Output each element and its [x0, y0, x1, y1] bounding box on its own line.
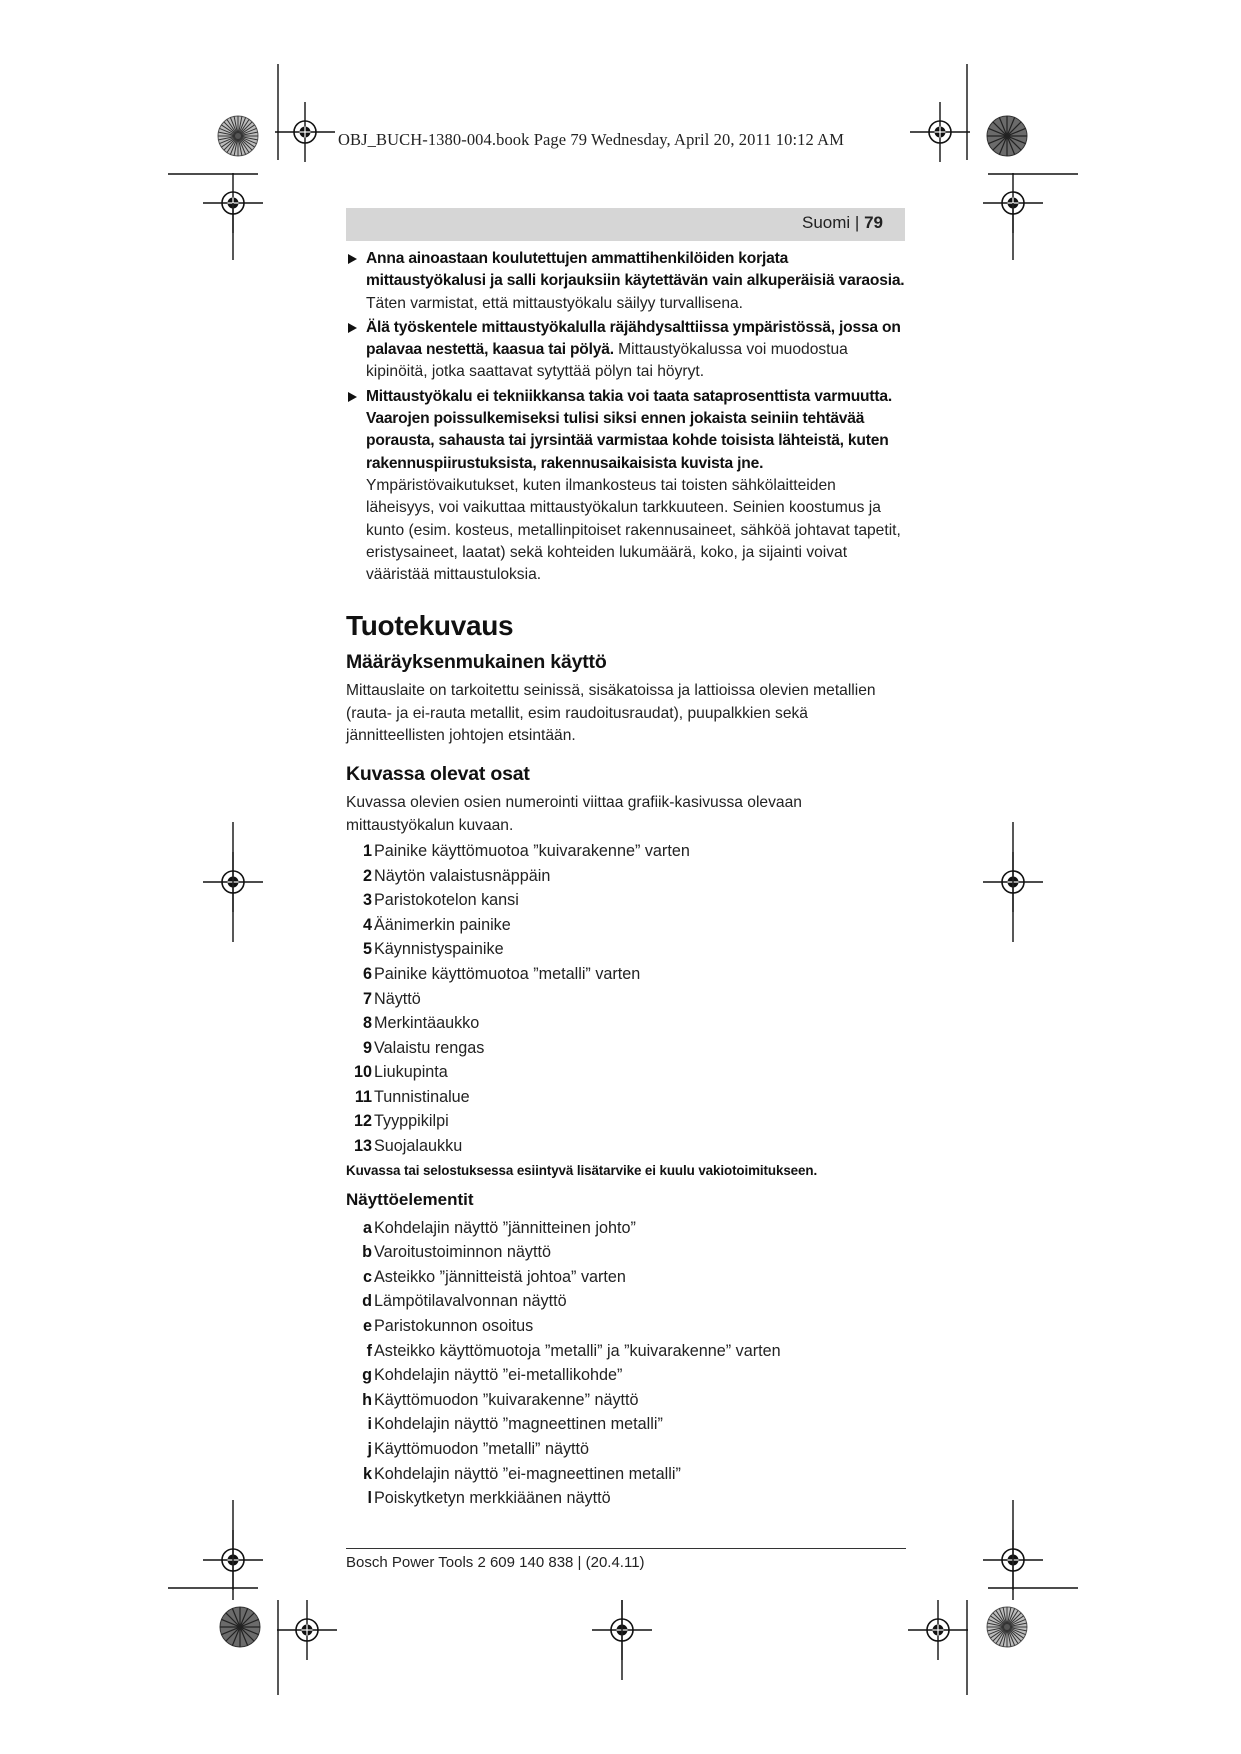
list-item: c Asteikko ”jännitteistä johtoa” varten [362, 1267, 626, 1286]
language-label: Suomi [802, 213, 851, 232]
page-header-band [346, 208, 905, 241]
list-item: h Käyttömuodon ”kuivarakenne” näyttö [362, 1390, 639, 1409]
print-header: OBJ_BUCH-1380-004.book Page 79 Wednesday, April 20, 2011 10:12 AM [338, 130, 844, 149]
footer-divider [346, 1548, 906, 1549]
safety-item [346, 248, 906, 315]
triangle-bullet-icon [348, 323, 357, 333]
list-item: 3 Paristokotelon kansi [362, 891, 519, 910]
list-item: l Poiskytketyn merkkiäänen näyttö [367, 1489, 611, 1508]
components-heading: Kuvassa olevat osat [346, 763, 530, 786]
list-item: a Kohdelajin näyttö ”jännitteinen johto” [362, 1218, 636, 1237]
intended-use-text: Mittauslaite on tarkoitettu seinissä, sisäkatoissa ja lattioissa olevien metallien (rauta- ja ei-rauta metallit, esim raudoitusraudat), puupalkkien sekä jännitteellisten johtojen etsintään. [346, 682, 876, 745]
list-item: 10 Liukupinta [353, 1063, 448, 1082]
components-intro: Kuvassa olevien osien numerointi viittaa grafiik-kasivussa olevaan mittaustyökalun kuvaan. [346, 794, 802, 834]
page-header-label [802, 213, 883, 233]
list-item: g Kohdelajin näyttö ”ei-metallikohde” [362, 1366, 623, 1385]
safety-text: Ympäristövaikutukset, kuten ilmankosteus tai toisten sähkölaitteiden läheisyys, voi vaikuttaa mittaustyökalun tarkkuuteen. Seinien koostumus ja kunto (esim. kosteus, metallinpitoiset rakennusaineet, sähköä johtavat tapetit, eristysaineet, laatat) sekä kohteiden lukumäärä, koko, ja sijainti voivat vääristää mittaustuloksia. [366, 476, 901, 584]
safety-bold: Anna ainoastaan koulutettujen ammattihenkilöiden korjata mittaustyökalusi ja salli korjauksiin käytettävän vain alkuperäisiä varaosia. [366, 250, 905, 290]
triangle-bullet-icon [348, 254, 357, 264]
safety-item [346, 317, 906, 384]
display-heading: Näyttöelementit [346, 1189, 474, 1209]
list-item: 8 Merkintäaukko [362, 1014, 480, 1033]
list-item: 5 Käynnistyspainike [362, 940, 504, 959]
safety-bold: Älä työskentele mittaustyökalulla räjähdysalttiissa ympäristössä, jossa on palavaa nestettä, kaasua tai pölyä. [366, 318, 901, 359]
list-item: 6 Painike käyttömuotoa ”metalli” varten [362, 964, 641, 983]
list-item: i Kohdelajin näyttö ”magneettinen metalli” [367, 1415, 663, 1434]
safety-bold: Mittaustyökalu ei tekniikkansa takia voi taata sataprosenttista varmuutta. Vaarojen poissulkemiseksi tulisi siksi ennen jokaista seiniin tehtävää porausta, sahausta tai jyrsintää varmistaa kohde toisista lähteistä, kuten rakennuspiirustuksista, rakennusaikaisista kuvista jne. [366, 387, 892, 472]
list-item: k Kohdelajin näyttö ”ei-magneettinen metalli” [362, 1464, 681, 1483]
section-title: Tuotekuvaus [346, 610, 514, 642]
intended-use-heading: Määräyksenmukainen käyttö [346, 651, 607, 674]
list-item: 9 Valaistu rengas [362, 1038, 485, 1057]
components-list [346, 839, 906, 1159]
safety-text: Mittaustyökalussa voi muodostua kipinöitä, jotka saattavat sytyttää pölyn tai höyryt. [366, 341, 848, 381]
header-separator: | [854, 213, 860, 232]
page-footer: Bosch Power Tools 2 609 140 838 | (20.4.11) [346, 1554, 645, 1571]
list-item: 7 Näyttö [362, 989, 421, 1008]
list-item: j Käyttömuodon ”metalli” näyttö [367, 1440, 590, 1458]
safety-text: Täten varmistat, että mittaustyökalu säilyy turvallisena. [366, 294, 743, 312]
list-item: 1 Painike käyttömuotoa ”kuivarakenne” varten [362, 841, 690, 860]
list-item: 4 Äänimerkin painike [362, 915, 511, 934]
list-item: 13 Suojalaukku [353, 1137, 463, 1156]
list-item: d Lämpötilavalvonnan näyttö [362, 1292, 567, 1311]
list-item: b Varoitustoiminnon näyttö [362, 1243, 551, 1262]
display-list [346, 1216, 906, 1511]
page-number: 79 [864, 213, 883, 232]
safety-item [346, 386, 906, 587]
list-item: f Asteikko käyttömuotoja ”metalli” ja ”kuivarakenne” varten [366, 1341, 781, 1360]
main-content [346, 248, 906, 1511]
list-item: 11 Tunnistinalue [354, 1087, 470, 1106]
triangle-bullet-icon [348, 392, 357, 402]
list-item: e Paristokunnon osoitus [362, 1317, 534, 1336]
accessory-note: Kuvassa tai selostuksessa esiintyvä lisätarvike ei kuulu vakiotoimitukseen. [346, 1162, 818, 1178]
list-item: 12 Tyyppikilpi [353, 1112, 449, 1131]
list-item: 2 Näytön valaistusnäppäin [362, 866, 551, 885]
